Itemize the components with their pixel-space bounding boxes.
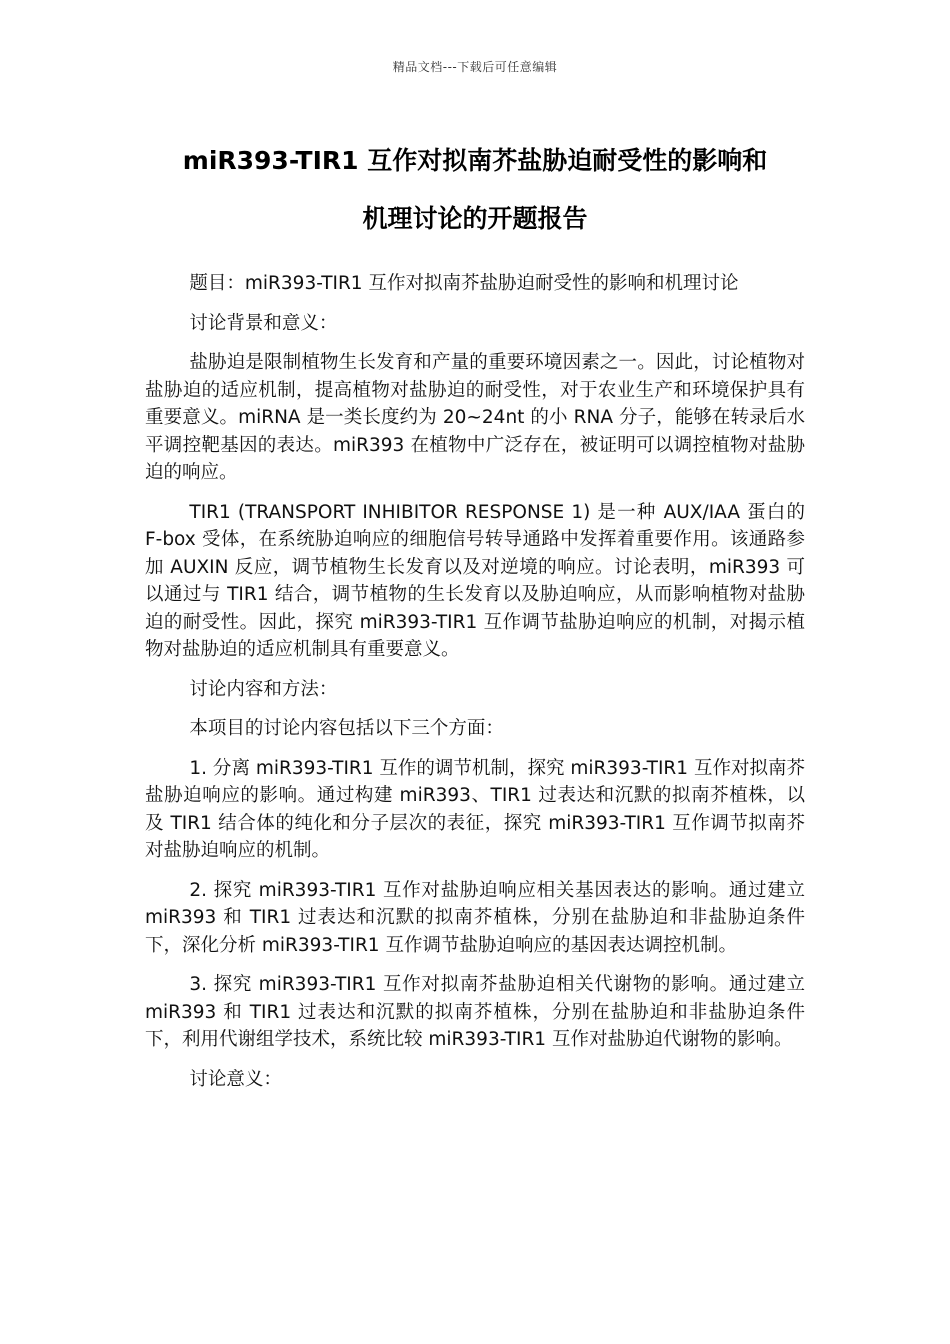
document-body [145, 270, 805, 1105]
content-item-3: 3. 探究 miR393-TIR1 互作对拟南芥盐胁迫相关代谢物的影响。通过建立 miR393 和 TIR1 过表达和沉默的拟南芥植株，分别在盐胁迫和非盐胁迫条件下，利用代谢组学技术，系统比较 miR393-TIR1 互作对盐胁迫代谢物的影响。 [145, 974, 805, 1050]
content-intro: 本项目的讨论内容包括以下三个方面： [189, 718, 504, 739]
section-heading-background: 讨论背景和意义： [189, 312, 338, 334]
header-note: 精品文档---下载后可任意编辑 [392, 60, 558, 74]
document-title [145, 132, 805, 248]
content-item-2: 2. 探究 miR393-TIR1 互作对盐胁迫响应相关基因表达的影响。通过建立 miR393 和 TIR1 过表达和沉默的拟南芥植株，分别在盐胁迫和非盐胁迫条件下，深化分析 miR393-TIR1 互作调节盐胁迫响应的基因表达调控机制。 [145, 879, 805, 956]
background-paragraph-2: TIR1 (TRANSPORT INHIBITOR RESPONSE 1) 是一种 AUX/IAA 蛋白的 F-box 受体，在系统胁迫响应的细胞信号转导通路中发挥着重要作用。该通路参加 AUXIN 反应，调节植物生长发育以及对逆境的响应。讨论表明，miR393 可以通过与 TIR1 结合，调节植物的生长发育以及胁迫响应，从而影响植物对盐胁迫的耐受性。因此，探究 miR393-TIR1 互作调节盐胁迫响应的机制，对揭示植物对盐胁迫的适应机制具有重要意义。 [145, 501, 805, 660]
section-heading-content-methods: 讨论内容和方法： [189, 678, 338, 700]
background-paragraph-1: 盐胁迫是限制植物生长发育和产量的重要环境因素之一。因此，讨论植物对盐胁迫的适应机制，提高植物对盐胁迫的耐受性，对于农业生产和环境保护具有重要意义。miRNA 是一类长度约为 20~24nt 的小 RNA 分子，能够在转录后水平调控靶基因的表达。miR393 在植物中广泛存在，被证明可以调控植物对盐胁迫的响应。 [145, 352, 805, 483]
content-item-1: 1. 分离 miR393-TIR1 互作的调节机制，探究 miR393-TIR1 互作对拟南芥盐胁迫响应的影响。通过构建 miR393、TIR1 过表达和沉默的拟南芥植株，以及 TIR1 结合体的纯化和分子层次的表征，探究 miR393-TIR1 互作调节拟南芥对盐胁迫响应的机制。 [145, 757, 805, 861]
title-line-1: miR393-TIR1 互作对拟南芥盐胁迫耐受性的影响和 [182, 146, 768, 175]
section-heading-significance: 讨论意义： [189, 1068, 282, 1090]
title-line-2: 机理讨论的开题报告 [362, 204, 588, 233]
topic-line: 题目：miR393-TIR1 互作对拟南芥盐胁迫耐受性的影响和机理讨论 [189, 273, 739, 294]
